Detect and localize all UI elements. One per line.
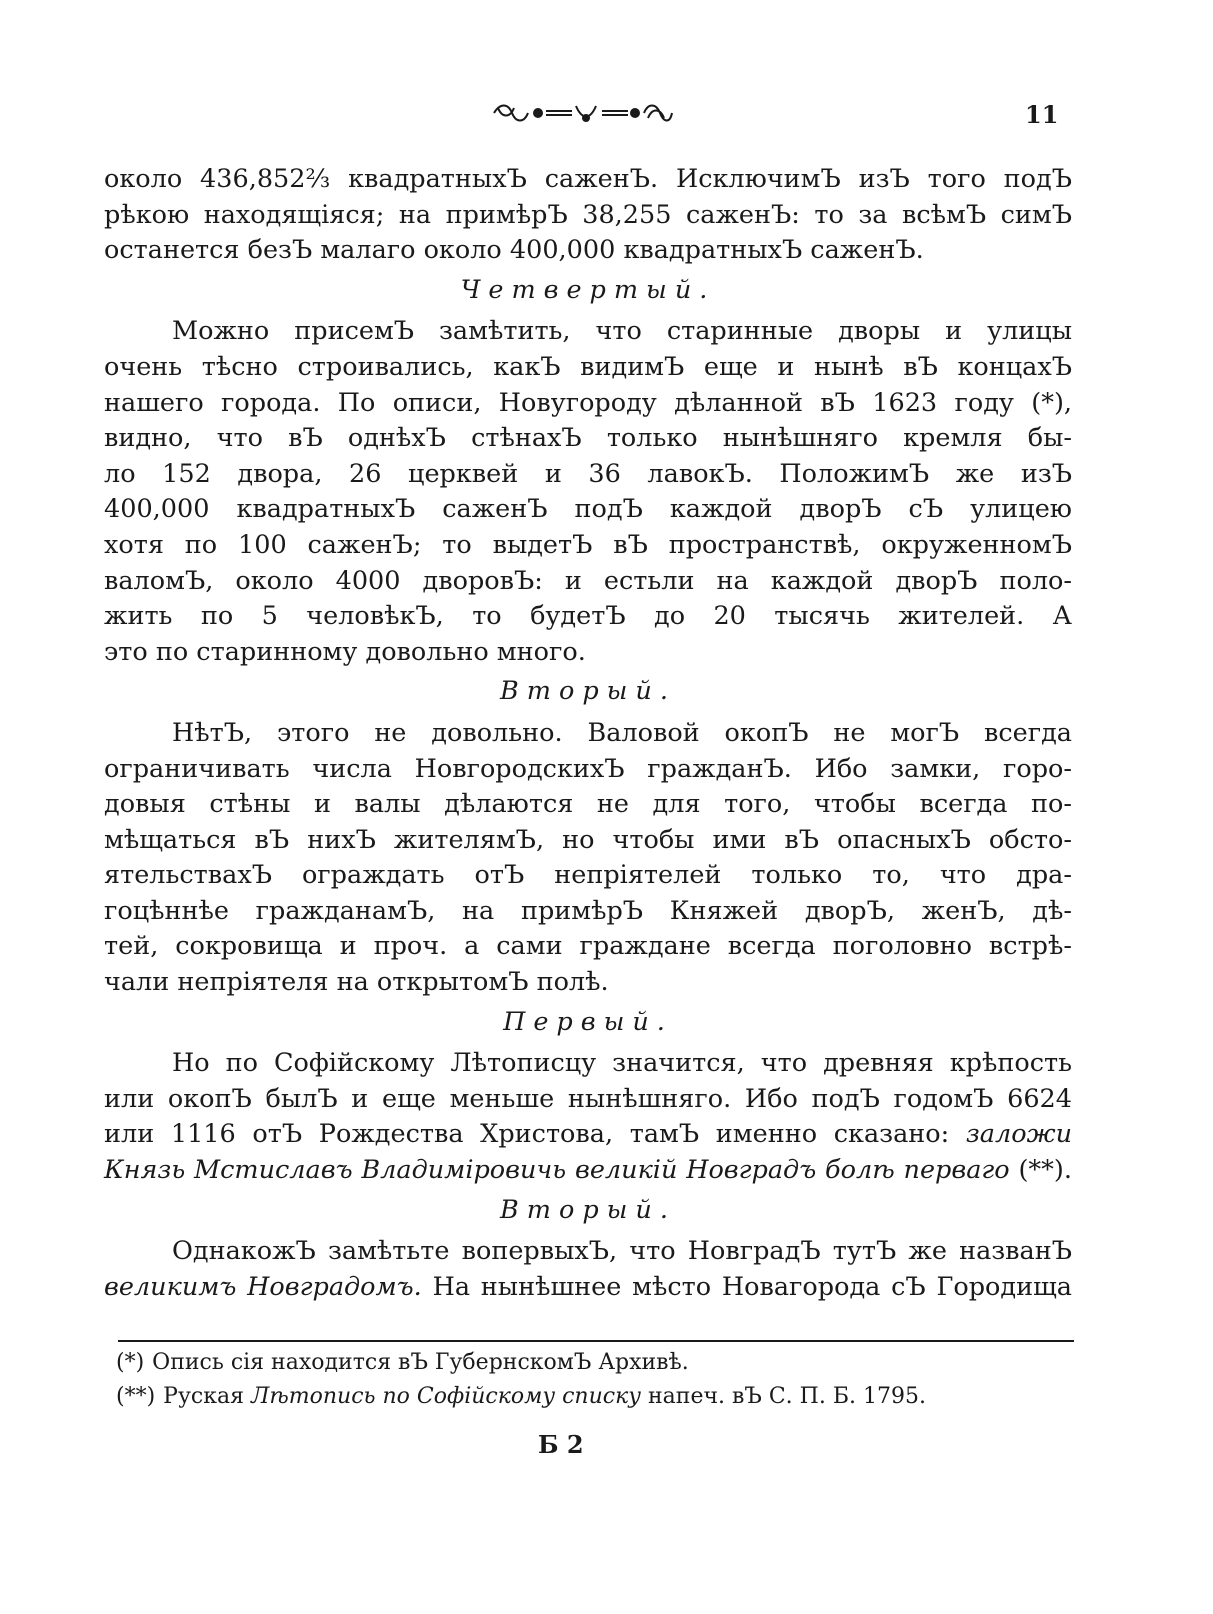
footnote-text: Руская — [163, 1384, 244, 1409]
body-text — [104, 162, 1072, 1305]
text-line: жить по 5 человѣкЪ, то будетЪ до 20 тысячь жителей. А — [104, 601, 1072, 632]
text-line: хотя по 100 саженЪ; то выдетЪ вЪ пространствѣ, окруженномЪ — [104, 529, 1072, 560]
italic-quote: заложи — [965, 1119, 1072, 1150]
footnote-reference: (**). — [1018, 1155, 1072, 1186]
footnote-text: Опись сiя находится вЪ ГубернскомЪ Архивѣ. — [152, 1350, 689, 1375]
page-number: 11 — [1025, 100, 1059, 129]
text-line: валомЪ, около 4000 дворовЪ: и естьли на каждой дворЪ поло- — [104, 565, 1072, 596]
paragraph-1 — [104, 162, 1072, 269]
footnote-rule — [118, 1340, 1074, 1342]
section-heading-second: Вторый. — [500, 676, 676, 707]
text-line: рѣкою находящiяся; на примѣрЪ 38,255 саженЪ: то за всѣмЪ симЪ — [104, 199, 1072, 230]
footnote-text: напеч. вЪ С. П. Б. 1795. — [648, 1384, 926, 1409]
text-line: ло 152 двора, 26 церквей и 36 лавокЪ. ПоложимЪ же изЪ — [104, 458, 1072, 489]
text-line: мѣщаться вЪ нихЪ жителямЪ, но чтобы ими вЪ опасныхЪ обсто- — [104, 824, 1072, 855]
text-line — [104, 1117, 1072, 1153]
text-run: или 1116 отЪ Рождества Христова, тамЪ именно сказано: — [104, 1119, 950, 1150]
text-line: Но по Софiйскому Лѣтописцу значится, что древняя крѣпость — [172, 1048, 1072, 1079]
footnote-2 — [116, 1380, 926, 1414]
footnotes — [116, 1346, 926, 1414]
footnote-1 — [116, 1346, 926, 1380]
paragraph-2 — [104, 314, 1072, 670]
text-line: ятельствахЪ ограждать отЪ непрiятелей только то, что дра- — [104, 860, 1072, 891]
text-line: тей, сокровища и проч. а сами граждане всегда поголовно встрѣ- — [104, 931, 1072, 962]
text-line: нашего города. По описи, Новугороду дѣланной вЪ 1623 году (*), — [104, 387, 1072, 418]
italic-phrase: великимъ Новградомъ. — [104, 1271, 422, 1302]
text-run: На нынѣшнее мѣсто Новагорода сЪ Городища — [432, 1271, 1072, 1302]
footnote-mark: (*) — [116, 1350, 145, 1375]
text-line: или окопЪ былЪ и еще меньше нынѣшняго. Ибо подЪ годомЪ 6624 — [104, 1083, 1072, 1114]
text-line: очень тѣсно строивались, какЪ видимЪ еще и нынѣ вЪ концахЪ — [104, 351, 1072, 382]
text-line: около 436,852⅔ квадратныхЪ саженЪ. ИсключимЪ изЪ того подЪ — [104, 164, 1072, 194]
footnote-mark: (**) — [116, 1384, 156, 1409]
section-heading-second-b: Вторый. — [500, 1194, 676, 1225]
paragraph-4 — [104, 1046, 1072, 1188]
text-line: это по старинному довольно много. — [104, 636, 586, 667]
section-heading-fourth: Четвертый. — [460, 274, 716, 305]
text-line: НѣтЪ, этого не довольно. Валовой окопЪ не могЪ всегда — [172, 717, 1072, 748]
text-line: чали непрiятеля на открытомЪ полѣ. — [104, 967, 609, 998]
printer-signature-mark: Б 2 — [538, 1430, 584, 1459]
text-line: видно, что вЪ однѣхЪ стѣнахЪ только нынѣшняго кремля бы- — [104, 423, 1072, 454]
text-line — [104, 1153, 1072, 1189]
footnote-italic-title: Лѣтопись по Софiйскому списку — [251, 1384, 641, 1409]
text-line: ОднакожЪ замѣтьте вопервыхЪ, что НовградЪ тутЪ же названЪ — [172, 1236, 1072, 1267]
text-line: ограничивать числа НовгородскихЪ гражданЪ. Ибо замки, горо- — [104, 753, 1072, 784]
text-line: Можно присемЪ замѣтить, что старинные дворы и улицы — [172, 316, 1072, 347]
ornament-headpiece — [490, 100, 675, 126]
paragraph-3 — [104, 716, 1072, 1001]
text-line: гоцѣннѣе гражданамЪ, на примѣрЪ Княжей дворЪ, женЪ, дѣ- — [104, 895, 1072, 926]
text-line — [104, 1270, 1072, 1306]
text-line: останется безЪ малаго около 400,000 квадратныхЪ саженЪ. — [104, 235, 924, 266]
text-line: довыя стѣны и валы дѣлаются не для того, чтобы всегда по- — [104, 789, 1072, 820]
italic-quote: Князь Мстиславъ Владимiровичь великiй Новградъ болѣ перваго — [104, 1155, 1010, 1186]
paragraph-5 — [104, 1234, 1072, 1305]
text-line: 400,000 квадратныхЪ саженЪ подЪ каждой дворЪ сЪ улицею — [104, 494, 1072, 525]
section-heading-first: Первый. — [503, 1006, 673, 1037]
